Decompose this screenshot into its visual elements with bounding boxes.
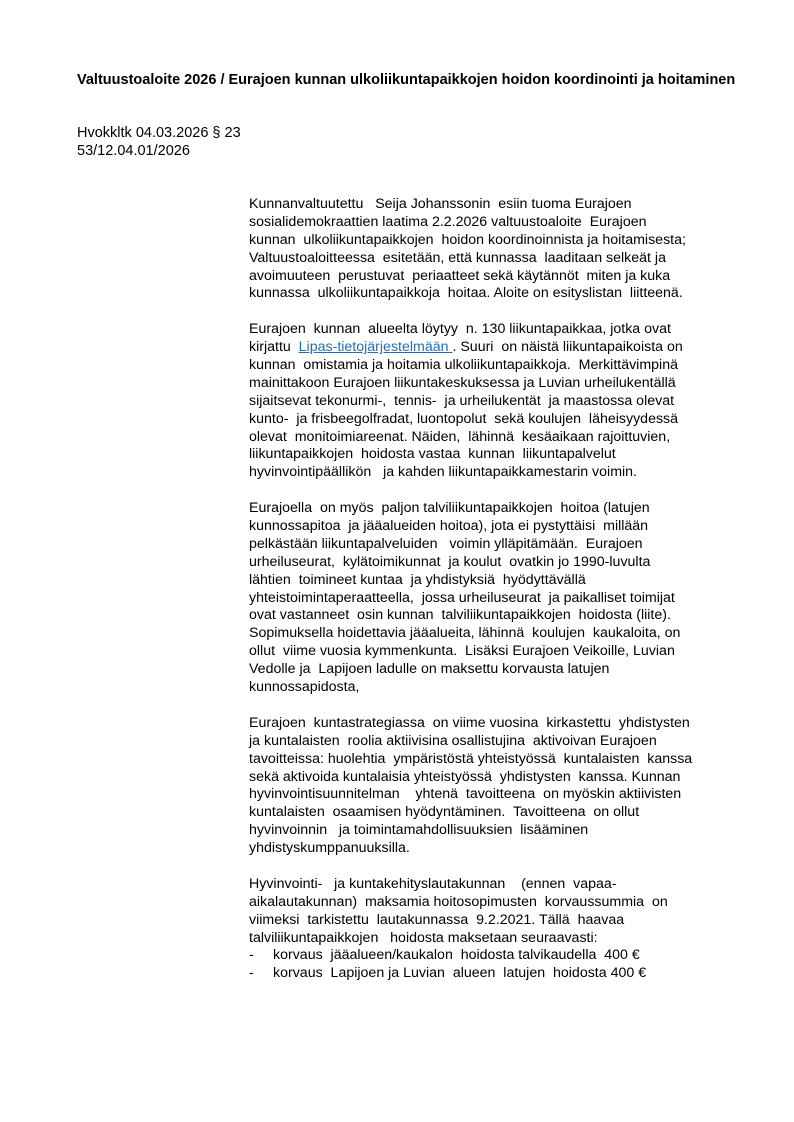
text-line: urheiluseurat, kylätoimikunnat ja koulut ovatkin jo 1990-luvulta xyxy=(249,553,651,570)
text-line: viimeksi tarkistettu lautakunnassa 9.2.2021. Tällä haavaa xyxy=(249,911,625,928)
text-line: ja kuntalaisten roolia aktiivisina osallistujina aktivoivan Eurajoen xyxy=(249,732,657,749)
text-line: Sopimuksella hoidettavia jääalueita, lähinnä koulujen kaukaloita, on xyxy=(249,625,681,642)
paragraph-compensation xyxy=(249,876,749,983)
text-line: kunto- ja frisbeegolfradat, luontopolut sekä koulujen läheisyydessä xyxy=(249,410,679,427)
text-line: pelkästään liikuntapalveluiden voimin ylläpitämään. Eurajoen xyxy=(249,535,643,552)
text-line: talviliikuntapaikkojen hoidosta maksetaan seuraavasti: xyxy=(249,929,598,946)
text-line: Vedolle ja Lapijoen ladulle on maksettu korvausta latujen xyxy=(249,661,610,678)
text-line: kuntalaisten osaamisen hyödyntäminen. Tavoitteena on ollut xyxy=(249,804,640,821)
text-line: avoimuuteen perustuvat periaatteet sekä käytännöt miten ja kuka xyxy=(249,267,671,284)
paragraph-winter-facilities xyxy=(249,500,749,697)
text-line: lähtien toimineet kuntaa ja yhdistyksiä hyödyttävällä xyxy=(249,571,586,588)
text-line: hyvinvoinnin ja toimintamahdollisuuksien lisääminen xyxy=(249,822,589,839)
text-line: Kunnanvaltuutettu Seija Johanssonin esiin tuoma Eurajoen xyxy=(249,196,632,212)
text-line: liikuntapaikkojen hoidosta vastaa kunnan liikuntapalvelut xyxy=(249,446,616,463)
document-body xyxy=(249,196,749,1001)
paragraph-initiative xyxy=(249,196,749,303)
lipas-link[interactable]: Lipas-tietojärjestelmään xyxy=(298,339,453,356)
text-line: hyvinvointisuunnitelman yhtenä tavoitteena on myöskin aktiivisten xyxy=(249,786,682,803)
text-line: sijaitsevat tekonurmi-, tennis- ja urheilukentät ja maastossa olevat xyxy=(249,392,675,409)
text-line: mainittakoon Eurajoen liikuntakeskuksessa ja Luvian urheilukentällä xyxy=(249,374,676,391)
text-line: kunnossapitoa ja jääalueiden hoitoa), jota ei pystyttäisi millään xyxy=(249,518,649,535)
paragraph-strategy xyxy=(249,715,749,858)
text-line: yhdistyskumppanuuksilla. xyxy=(249,840,410,857)
text-line: kunnan ulkoliikuntapaikkojen hoidon koordinoinnista ja hoitamisesta; xyxy=(249,231,686,248)
text-line: Hyvinvointi- ja kuntakehityslautakunnan (ennen vapaa- xyxy=(249,875,617,892)
text-line: Eurajoen kunnan alueelta löytyy n. 130 liikuntapaikkaa, jotka ovat xyxy=(249,321,671,338)
text-fragment: . Suuri on näistä liikuntapaikoista on xyxy=(452,339,683,356)
text-line-with-link xyxy=(249,339,749,357)
text-line: aikalautakunnan) maksamia hoitosopimusten korvaussummia on xyxy=(249,893,668,910)
bullet-item xyxy=(249,965,749,983)
text-line: kunnossapidosta, xyxy=(249,679,360,696)
text-line: kunnan omistamia ja hoitamia ulkoliikuntapaikkoja. Merkittävimpinä xyxy=(249,357,678,374)
meeting-reference: Hvokkltk 04.03.2026 § 23 xyxy=(77,125,241,141)
text-line: sosialidemokraattien laatima 2.2.2026 valtuustoaloite Eurajoen xyxy=(249,213,647,230)
text-line: yhteistoimintaperaatteella, jossa urheiluseurat ja paikalliset toimijat xyxy=(249,589,675,606)
text-line: Eurajoen kuntastrategiassa on viime vuosina kirkastettu yhdistysten xyxy=(249,714,690,731)
text-line: Valtuustoaloitteessa esitetään, että kunnassa laaditaan selkeät ja xyxy=(249,249,666,266)
record-number: 53/12.04.01/2026 xyxy=(77,143,190,159)
text-line: ovat vastanneet osin kunnan talviliikuntapaikkojen hoidosta (liite). xyxy=(249,607,671,624)
text-line: sekä aktivoida kuntalaisia yhteistyössä yhdistysten kanssa. Kunnan xyxy=(249,768,681,785)
document-title: Valtuustoaloite 2026 / Eurajoen kunnan ulkoliikuntapaikkojen hoidon koordinointi ja hoitaminen xyxy=(77,72,736,88)
bullet-item xyxy=(249,947,749,965)
text-line: tavoitteissa: huolehtia ympäristöstä yhteistyössä kuntalaisten kanssa xyxy=(249,750,693,767)
paragraph-sports-facilities xyxy=(249,321,749,482)
bullet-marker: - xyxy=(249,965,254,982)
bullet-marker: - xyxy=(249,947,254,964)
document-meta xyxy=(77,124,241,160)
text-line: hyvinvointipäällikön ja kahden liikuntapaikkamestarin voimin. xyxy=(249,464,637,481)
bullet-text: korvaus Lapijoen ja Luvian alueen latujen hoidosta 400 € xyxy=(273,965,647,982)
text-fragment: kirjattu xyxy=(249,339,299,356)
text-line: kunnassa ulkoliikuntapaikkoja hoitaa. Aloite on esityslistan liitteenä. xyxy=(249,285,683,302)
bullet-text: korvaus jääalueen/kaukalon hoidosta talvikaudella 400 € xyxy=(273,947,640,964)
text-line: Eurajoella on myös paljon talviliikuntapaikkojen hoitoa (latujen xyxy=(249,500,650,517)
text-line: ollut viime vuosia kymmenkunta. Lisäksi Eurajoen Veikoille, Luvian xyxy=(249,643,675,660)
text-line: olevat monitoimiareenat. Näiden, lähinnä kesäaikaan rajoittuvien, xyxy=(249,428,671,445)
